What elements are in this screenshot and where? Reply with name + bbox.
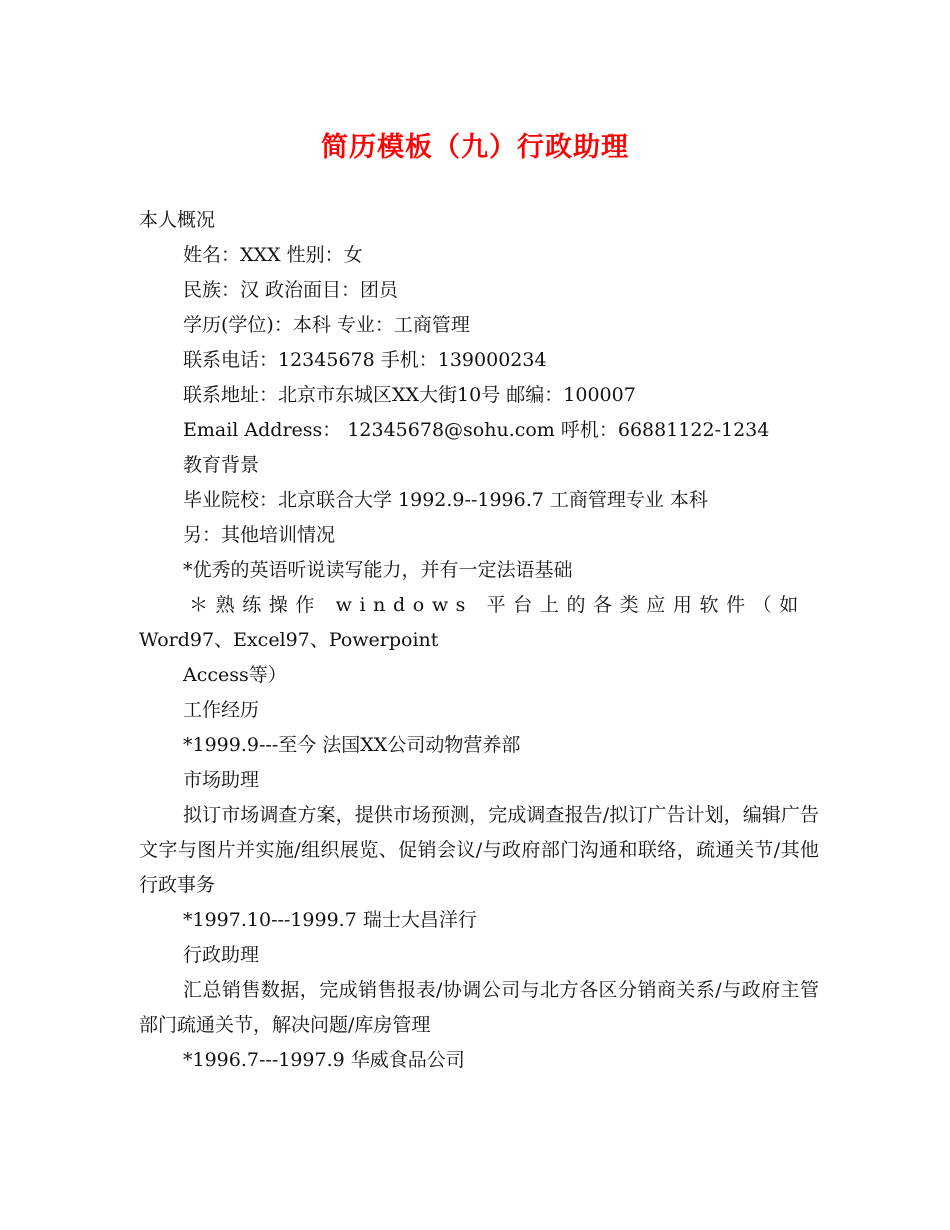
- section-heading-work: 工作经历: [183, 699, 260, 721]
- resume-body: [139, 203, 819, 1078]
- profile-phone: 联系电话：12345678 手机：139000234: [183, 349, 547, 371]
- job-1-period: *1999.9---至今 法国XX公司动物营养部: [183, 734, 521, 756]
- job-2-period: *1997.10---1999.7 瑞士大昌洋行: [183, 909, 477, 931]
- profile-email: Email Address： 12345678@sohu.com 呼机：66881122-1234: [183, 419, 770, 441]
- job-3-period: *1996.7---1997.9 华威食品公司: [183, 1049, 465, 1071]
- job-1-duties: 拟订市场调查方案，提供市场预测，完成调查报告/拟订广告计划，编辑广告文字与图片并实施/组织展览、促销会议/与政府部门沟通和联络，疏通关节/其他行政事务: [139, 804, 819, 896]
- job-2-duties: 汇总销售数据，完成销售报表/协调公司与北方各区分销商关系/与政府主管部门疏通关节，解决问题/库房管理: [139, 979, 819, 1036]
- job-1-title: 市场助理: [183, 769, 260, 791]
- section-heading-profile: 本人概况: [139, 209, 216, 231]
- skill-software: ＊熟练操作 windows 平台上的各类应用软件（如: [189, 594, 806, 616]
- job-2-title: 行政助理: [183, 944, 260, 966]
- profile-name-gender: 姓名：XXX 性别：女: [183, 244, 363, 266]
- section-heading-education: 教育背景: [183, 454, 260, 476]
- profile-degree-major: 学历(学位)：本科 专业：工商管理: [183, 314, 470, 336]
- page-title: 简历模板（九）行政助理: [321, 132, 629, 163]
- skill-languages: *优秀的英语听说读写能力，并有一定法语基础: [183, 559, 573, 581]
- skill-software-end: Access等）: [183, 664, 287, 686]
- profile-address: 联系地址：北京市东城区XX大街10号 邮编：100007: [183, 384, 636, 406]
- education-training: 另：其他培训情况: [183, 524, 336, 546]
- skill-software-continued: Word97、Excel97、Powerpoint: [139, 629, 439, 651]
- education-school: 毕业院校：北京联合大学 1992.9--1996.7 工商管理专业 本科: [183, 489, 708, 511]
- profile-ethnicity-politics: 民族：汉 政治面目：团员: [183, 279, 399, 301]
